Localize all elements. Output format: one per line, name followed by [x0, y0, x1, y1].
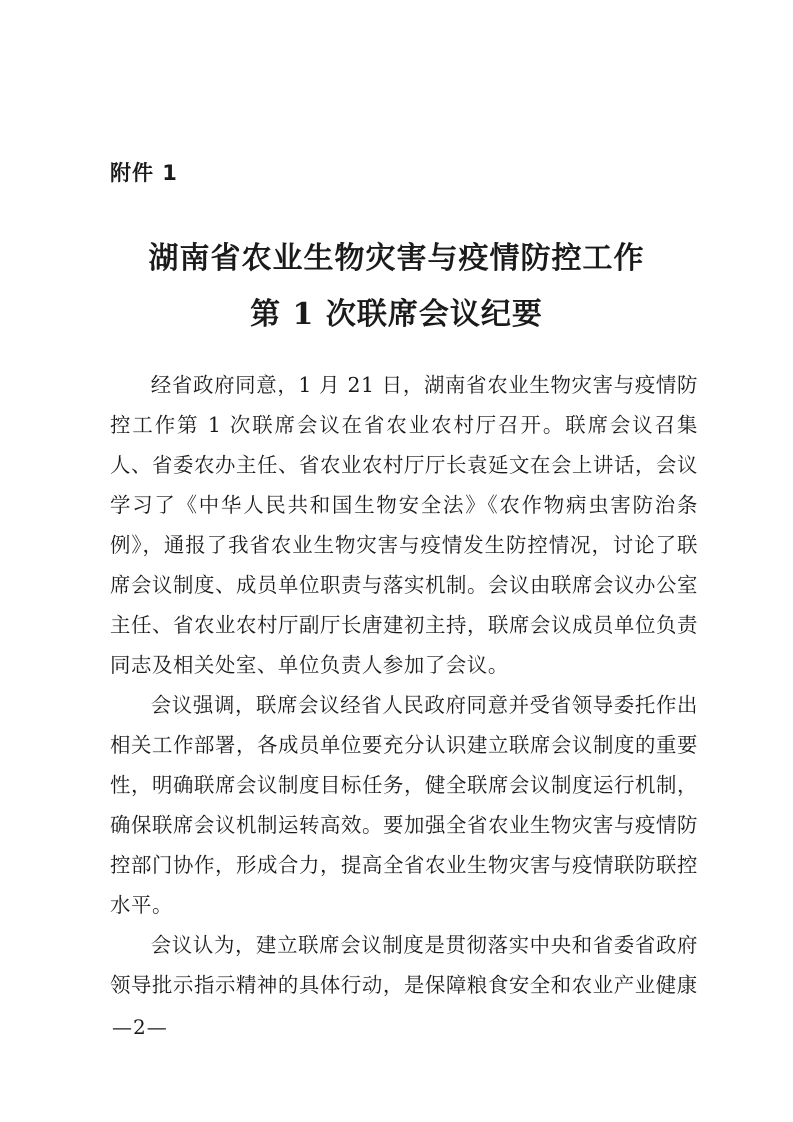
document-title-line-2: 第 1 次联席会议纪要: [250, 297, 543, 332]
body-paragraph-3: 会议认为，建立联席会议制度是贯彻落实中央和省委省政府领导批示指示精神的具体行动，是保障粮食安全和农业产业健康: [110, 933, 698, 997]
body-paragraph-2: 会议强调，联席会议经省人民政府同意并受省领导委托作出相关工作部署，各成员单位要充分认识建立联席会议制度的重要性，明确联席会议制度目标任务，健全联席会议制度运行机制，确保联席会议机制运转高效。要加强全省农业生物灾害与疫情防控部门协作，形成合力，提高全省农业生物灾害与疫情联防联控水平。: [110, 693, 698, 917]
attachment-label: 附件 1: [110, 161, 178, 185]
body-paragraph-1: 经省政府同意，1 月 21 日，湖南省农业生物灾害与疫情防控工作第 1 次联席会议在省农业农村厅召开。联席会议召集人、省委农办主任、省农业农村厅厅长袁延文在会上讲话，会议学习了《中华人民共和国生物安全法》《农作物病虫害防治条例》，通报了我省农业生物灾害与疫情发生防控情况，讨论了联席会议制度、成员单位职责与落实机制。会议由联席会议办公室主任、省农业农村厅副厅长唐建初主持，联席会议成员单位负责同志及相关处室、单位负责人参加了会议。: [110, 373, 698, 677]
page-number: —2—: [112, 1015, 168, 1039]
document-body: [110, 365, 698, 1005]
document-title-line-1: 湖南省农业生物灾害与疫情防控工作: [148, 241, 645, 276]
